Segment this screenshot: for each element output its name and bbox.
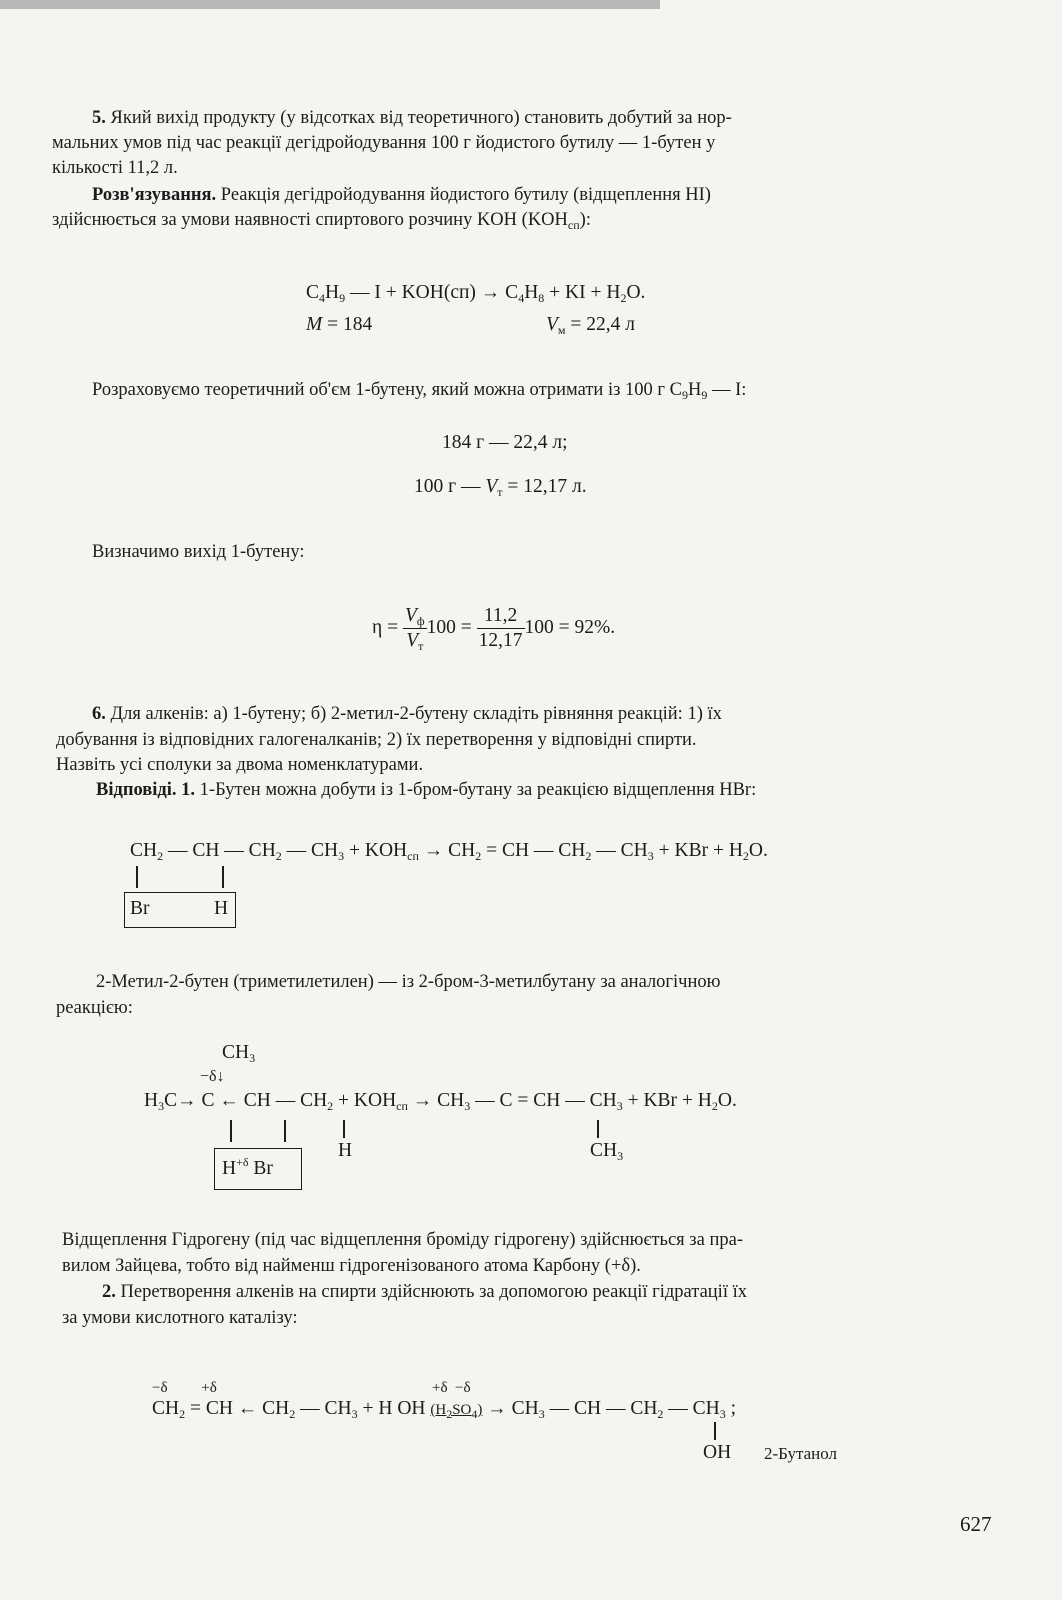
bond-line	[597, 1120, 599, 1138]
molar-volume: $V_м = 22,4$ л	[546, 314, 635, 337]
problem5-line3: кількості 11,2 л.	[52, 158, 178, 178]
problem6-line1	[92, 702, 722, 726]
bond-line	[343, 1120, 345, 1138]
zaitsev-line1: Відщеплення Гідрогену (під час відщеплення броміду гідрогену) здійснюється за пра-	[62, 1230, 743, 1250]
fraction-vphi-vt: $\frac{V_ф}{V_т}$	[404, 605, 425, 653]
text: 100 г —	[414, 476, 486, 497]
para2-line1: 2-Метил-2-бутен (триметилетилен) — із 2-бром-3-метилбутану за аналогічною	[96, 972, 721, 992]
molar-mass: M = 184	[306, 314, 373, 335]
bond-line	[136, 866, 138, 888]
calc-intro: Розраховуємо теоретичний об'єм 1-бутену, який можна отримати із 100 г $C_9H_9$ — I:	[92, 380, 747, 402]
text: 100 = 92%.	[524, 616, 616, 638]
text: = 12,17 л.	[502, 476, 587, 497]
page-number: 627	[960, 1512, 992, 1536]
bond-line	[222, 866, 224, 888]
yield-equation: η = $\frac{V_ф}{V_т}$ 100 = $\frac{11,2}{12,17}$ 100 = 92%.	[372, 605, 616, 653]
methyl-group-bottom: $CH_3$	[590, 1140, 624, 1163]
text: Розраховуємо теоретичний об'єм 1-бутену, який можна отримати із 100 г C	[92, 380, 682, 400]
text: 1-Бутен можна добути із 1-бром-бутану за реакцією відщеплення HBr:	[195, 780, 757, 800]
denominator: V	[406, 630, 419, 651]
hydrogen-label: H	[214, 898, 229, 919]
solution-line2	[52, 208, 591, 232]
bond-line	[230, 1120, 232, 1142]
proportion-line1: 184 г — 22,4 л;	[442, 432, 568, 453]
methyl-group-top: $CH_3$	[222, 1042, 256, 1065]
reaction-equation-2: $CH_2$ — CH — $CH_2$ — $CH_3 + KOH_{сп} \to CH_2$ = CH — $CH_2$ — $CH_3$ + KBr + $H_2O$.	[130, 840, 768, 863]
para2-line2: реакцією:	[56, 998, 133, 1018]
numerator: 11,2	[477, 604, 525, 629]
zaitsev-line2: вилом Зайцева, тобто від найменш гідрогенізованого атома Карбону (+δ).	[62, 1256, 641, 1276]
subscript: сп	[567, 218, 580, 232]
bond-line	[284, 1120, 286, 1142]
hydrogen-label: H	[338, 1140, 353, 1161]
bromine-label: Br	[130, 898, 150, 919]
answer-label: Відповіді. 1.	[96, 780, 196, 800]
numerator: V	[404, 605, 417, 626]
solution-label: Розв'язування.	[92, 185, 217, 205]
problem-number: 5.	[92, 108, 106, 128]
answer-line	[96, 778, 756, 802]
text: здійснюється за умови наявності спиртового розчину KOH (KOH	[52, 210, 568, 230]
bond-line	[714, 1422, 716, 1440]
yield-intro: Визначимо вихід 1-бутену:	[92, 542, 305, 562]
fraction-values	[477, 604, 525, 653]
problem6-line3: Назвіть усі сполуки за двома номенклатурами.	[56, 755, 424, 775]
text: Для алкенів: а) 1-бутену; б) 2-метил-2-бутену складіть рівняння реакцій: 1) їх	[105, 704, 722, 724]
point2-line2: за умови кислотного каталізу:	[62, 1308, 298, 1328]
solution-line1	[92, 183, 711, 207]
partial-charge-label: −δ↓	[200, 1068, 225, 1085]
problem6-line2: добування із відповідних галогеналканів; 2) їх перетворення у відповідні спирти.	[56, 730, 697, 750]
text: ):	[579, 210, 591, 230]
point2-line1	[102, 1280, 747, 1304]
text: Перетворення алкенів на спирти здійснюють за допомогою реакції гідратації їх	[115, 1282, 747, 1302]
reaction-equation-3: $H_3C\to C$ ← CH — $CH_2 + KOH_{сп} \to CH_3$ — C = CH — $CH_3$ + KBr + $H_2O$.	[144, 1090, 737, 1113]
partial-charges-left: −δ +δ	[152, 1380, 217, 1396]
hbr-label: $H^{+\delta}$ Br	[222, 1155, 273, 1179]
text: Який вихід продукту (у відсотках від теоретичного) становить добутий за нор-	[105, 108, 732, 128]
hydroxyl-label: OH	[703, 1442, 732, 1463]
problem-number: 6.	[92, 704, 106, 724]
text: Реакція дегідройодування йодистого бутилу (відщеплення HI)	[216, 185, 711, 205]
proportion-line2: 100 г — $V_т = 12,17$ л.	[414, 476, 587, 499]
problem5-line1	[92, 106, 732, 130]
scan-edge	[0, 0, 660, 9]
reaction-equation-1: $C_4H_9$ — $I + KOH(сп) \to C_4H_8$ + KI + $H_2O$.	[306, 282, 646, 305]
partial-charges-water: +δ −δ	[432, 1380, 471, 1396]
product-name: 2-Бутанол	[764, 1444, 838, 1463]
denominator: 12,17	[478, 630, 523, 651]
problem5-line2: мальних умов під час реакції дегідройодування 100 г йодистого бутилу — 1-бутен у	[52, 133, 716, 153]
point-number: 2.	[102, 1282, 116, 1302]
reaction-equation-4: $CH_2$ = CH ← $CH_2$ — $CH_3 + H$ OH $(H_2SO_4) \to CH_3$ — CH — $CH_2$ — $CH_3$ ;	[152, 1398, 737, 1421]
